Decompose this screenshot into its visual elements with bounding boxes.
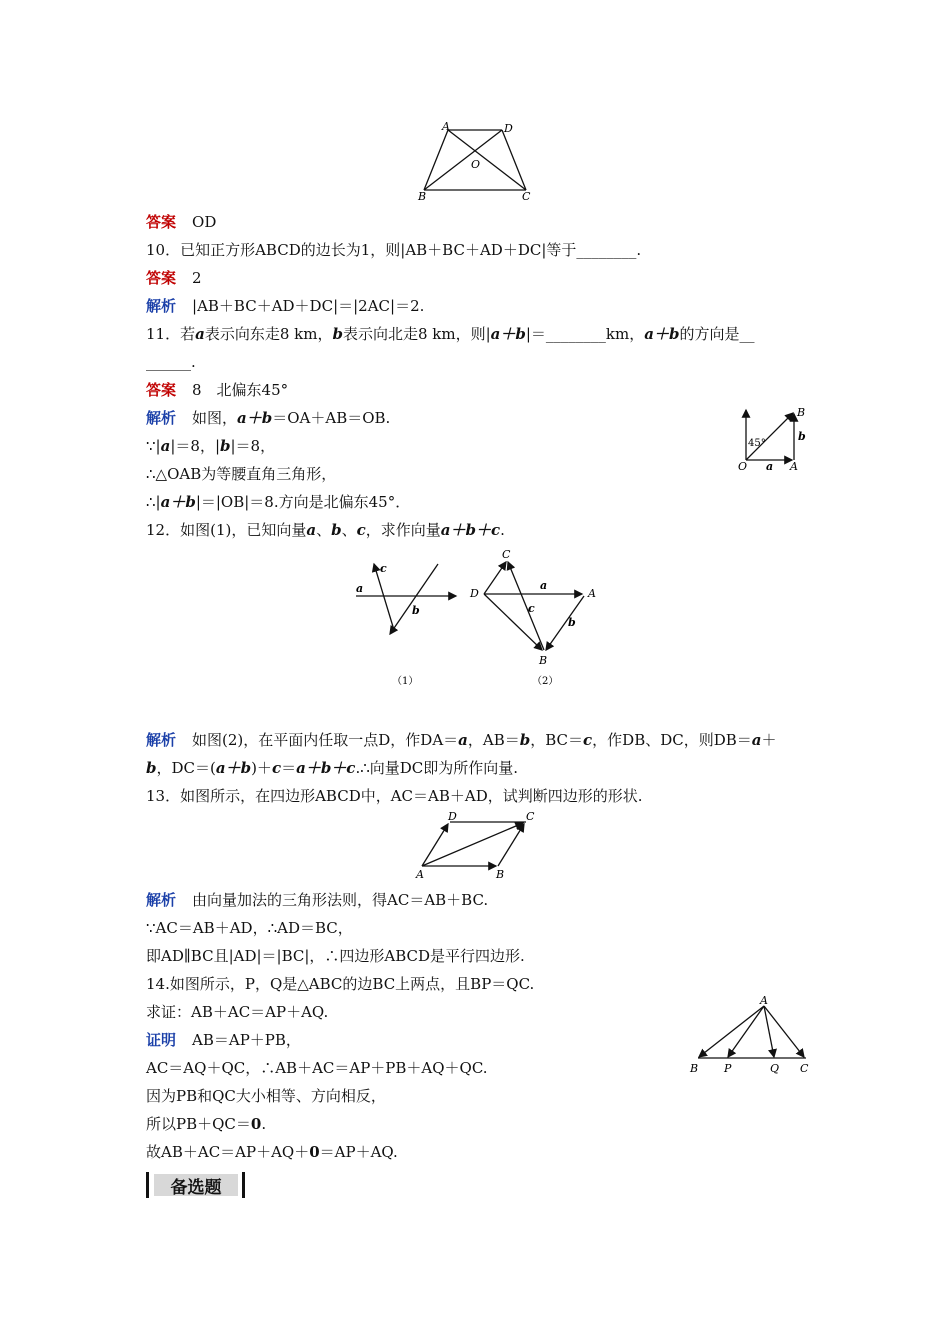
analysis-tag: 解析 [146,297,177,315]
label-A: A [790,460,798,473]
text: ，DC＝( [156,759,216,777]
analysis-tag: 解析 [146,731,177,749]
label-D: D [448,810,457,823]
text: 表示向北走8 km，则| [342,325,491,343]
analysis-tag: 解析 [146,409,177,427]
answer-text: 8 北偏东45° [192,381,289,399]
label-B: B [418,190,427,203]
q12-question [146,520,505,540]
q14-proof-2: AC＝AQ＋QC，∴AB＋AC＝AP＋PB＋AQ＋QC. [146,1059,488,1077]
text: ∵| [146,437,161,455]
answer-tag: 答案 [146,381,177,399]
q11-answer [146,380,288,400]
q14-proof-1 [146,1030,301,1050]
label-O: O [738,460,748,473]
vector-sum: a＋b [644,325,680,343]
text: . [261,1115,267,1133]
text: . [500,521,505,539]
text: 所以PB＋QC＝ [146,1115,251,1133]
label-a: a [540,579,548,592]
text: 表示向东走8 km， [204,325,333,343]
text: ＋ [761,731,777,749]
vector-c: c [271,759,282,777]
text: |＝8， [230,437,276,455]
q14-proof-4 [146,1114,266,1134]
answer-text: OD [192,213,217,231]
label-C: C [502,548,511,561]
vector-sum: a＋b＋c [440,521,501,539]
label-C: C [800,1062,809,1075]
label-c: c [528,602,535,615]
label-B: B [539,654,548,667]
q13-analysis-3: 即AD∥BC且|AD|＝|BC|，∴四边形ABCD是平行四边形. [146,947,525,965]
vector-b: b [519,731,531,749]
zero-vector: 0 [250,1115,262,1133]
vector-sum: a＋b [160,493,196,511]
q12-analysis-2 [146,758,518,778]
vector-c: c [356,521,366,539]
text: .∴向量DC即为所作向量. [355,759,519,777]
label-A: A [416,868,424,880]
text: ＝AP＋AQ. [319,1143,398,1161]
vector-b: b [146,759,157,777]
q13-question: 13．如图所示，在四边形ABCD中，AC＝AB＋AD，试判断四边形的形状. [146,787,643,805]
label-b: b [568,616,576,629]
vector-a: a [306,521,317,539]
label-B: B [797,406,806,419]
text: ，求作向量 [365,521,441,539]
figure-caption: （2） [532,676,559,687]
q12-analysis-1 [146,730,777,750]
answer-text: 2 [192,269,202,287]
q14-proof-5 [146,1142,398,1162]
vector-sum: a＋b [237,409,273,427]
q11-analysis-3: ∴△OAB为等腰直角三角形， [146,465,337,483]
vectors-figure-2 [466,546,600,692]
text: )＋ [251,759,272,777]
label-b: b [798,430,806,443]
text: |＝|OB|＝8.方向是北偏东45°． [195,493,411,511]
vector-a: a [195,325,205,343]
text: ，作DB、DC，则DB＝ [592,731,752,749]
q14-prove: 求证：AB＋AC＝AP＋AQ. [146,1003,329,1021]
parallelogram-figure [410,808,550,880]
q13-analysis-2: ∵AC＝AB＋AD，∴AD＝BC， [146,919,353,937]
q11-analysis-2 [146,436,275,456]
vector-a: a [458,731,468,749]
label-A: A [588,587,596,600]
text: |＝8，| [170,437,220,455]
label-b: b [412,604,420,617]
proof-text: AB＝AP＋PB， [192,1031,301,1049]
analysis-text: |AB＋BC＋AD＋DC|＝|2AC|＝2. [192,297,425,315]
label-A: A [442,120,450,133]
q11-analysis-1 [146,408,390,428]
q10-analysis [146,296,424,316]
analysis-tag: 解析 [146,891,177,909]
label-Q: Q [770,1062,780,1075]
label-D: D [504,122,513,135]
vector-b: b [331,521,342,539]
trapezoid-figure [410,118,540,204]
label-P: P [724,1062,732,1075]
text: ∴| [146,493,161,511]
q11-question [146,324,754,344]
q14-question: 14.如图所示，P，Q是△ABC的边BC上两点，且BP＝QC. [146,975,535,993]
label-c: c [380,562,387,575]
vector-a: a [751,731,762,749]
text: 如图， [192,409,238,427]
vector-sum: a＋b [215,759,252,777]
text: 如图(2)，在平面内任取一点D，作DA＝ [192,731,459,749]
text: ，BC＝ [530,731,584,749]
text: 、 [316,521,332,539]
label-O: O [471,158,481,171]
text: |＝________km， [525,325,645,343]
vector-b: b [220,437,231,455]
text: ＝ [281,759,297,777]
text: 11．若 [146,325,196,343]
vector-b: b [332,325,343,343]
text: 的方向是__ [679,325,755,343]
label-C: C [526,810,535,823]
zero-vector: 0 [309,1143,320,1161]
q11-question-cont: ______. [146,353,196,371]
vectors-figure-1 [350,550,462,692]
q11-analysis-4 [146,492,410,512]
proof-tag: 证明 [146,1031,177,1049]
text: ，AB＝ [467,731,520,749]
vector-sum: a＋b＋c [296,759,356,777]
vector-c: c [583,731,593,749]
vector-a: a [160,437,171,455]
label-D: D [470,587,479,600]
text: 、 [341,521,357,539]
q9-answer [146,212,216,232]
vector-sum: a＋b [490,325,526,343]
angle-label: 45° [748,438,766,449]
section-header [146,1172,246,1198]
q14-proof-3: 因为PB和QC大小相等、方向相反， [146,1087,386,1105]
label-a: a [356,582,364,595]
right-triangle-figure [736,402,812,476]
q13-analysis-1 [146,890,488,910]
section-title: 备选题 [170,1178,222,1198]
q10-answer [146,268,202,288]
figure-caption: （1） [392,676,419,687]
label-B: B [496,868,505,880]
text: 故AB＋AC＝AP＋AQ＋ [146,1143,310,1161]
text: ＝OA＋AB＝OB. [272,409,391,427]
q10-question: 10．已知正方形ABCD的边长为1，则|AB＋BC＋AD＋DC|等于________. [146,241,642,259]
label-A: A [760,996,768,1007]
label-a: a [766,460,774,473]
label-B: B [690,1062,699,1075]
text: 12．如图(1)，已知向量 [146,521,307,539]
analysis-text: 由向量加法的三角形法则，得AC＝AB＋BC. [192,891,489,909]
answer-tag: 答案 [146,213,177,231]
label-C: C [522,190,531,203]
triangle-cevians-figure [686,996,816,1076]
answer-tag: 答案 [146,269,177,287]
